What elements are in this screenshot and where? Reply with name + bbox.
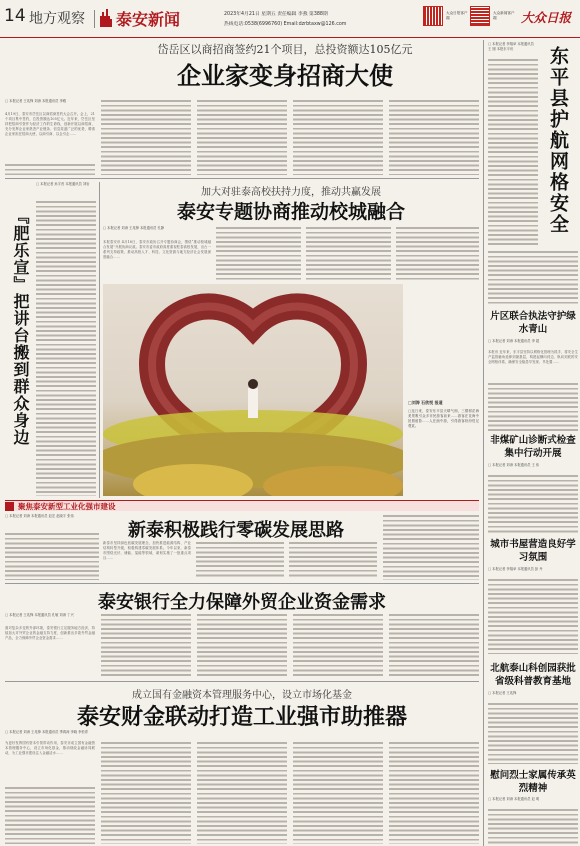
story5-body-lead: 面对复杂多变的外部环境，泰安银行立足服务地方经济，持续加大对外贸企业的金融支持力度，创新推出多款外贸金融产品，全力保障外贸企业资金需求…… — [5, 626, 95, 641]
sidebar-story6-byline: □ 本报记者 刘涛 本报通讯员 赵 明 — [488, 797, 540, 801]
sidebar-story2-byline: □ 本报记者 刘涛 本报通讯员 李 超 — [488, 339, 540, 343]
page-header — [0, 0, 580, 38]
sidebar-story5-byline: □ 本报记者 王兆锋 — [488, 691, 517, 695]
story2-byline: □ 本报记者 孙宇晋 本报通讯员 刘岩 — [36, 182, 90, 186]
page-number: 14 — [4, 6, 26, 26]
sidebar-story2-body — [488, 382, 578, 432]
sidebar-story5-body — [488, 702, 578, 764]
story1-body-col1 — [5, 163, 95, 175]
sidebar-story3-title: 非煤矿山诊断式检查集中行动开展 — [490, 435, 576, 459]
photo-caption-credit: □刘涛 石欣悦 报道 — [408, 400, 443, 405]
sidebar-story4-title: 城市书屋营造良好学习氛围 — [490, 539, 576, 563]
story1-body-col5 — [389, 99, 479, 175]
story5-title: 泰安银行全力保障外贸企业资金需求 — [98, 592, 386, 613]
story3-body-col4 — [396, 226, 479, 282]
story1-title: 企业家变身招商大使 — [177, 61, 393, 90]
qr-code-2[interactable] — [470, 6, 490, 26]
sidebar-story4-body — [488, 578, 578, 654]
story4-byline: □ 本报记者 刘涛 本报通讯员 赵宏 赵晓宇 张伟 — [5, 514, 74, 518]
story1-body-col2 — [101, 99, 191, 175]
divider — [5, 681, 479, 682]
sidebar-story5-title: 北航泰山科创园获批省级科普教育基地 — [490, 663, 576, 687]
story3-kicker: 加大对驻泰高校扶持力度，推动共赢发展 — [201, 187, 381, 198]
qr-caption-1: 大众日报客户端 — [446, 11, 468, 20]
sidebar-story1-title: 东平县护航网格安全 — [547, 46, 569, 235]
sidebar-story4-byline: □ 本报记者 李翔举 本报通讯员 彭 丹 — [488, 567, 543, 571]
story5-body-col5 — [389, 613, 479, 677]
story2-body-col1 — [36, 200, 96, 496]
story1-byline: □ 本报记者 王兆锋 刘涛 本报通讯员 李雅 — [5, 99, 67, 103]
story6-kicker: 成立国有金融资本管理服务中心，设立市场化基金 — [132, 690, 352, 701]
sidebar-story3-body — [488, 474, 578, 534]
date-line: 2023年4月21日 星期五 责任编辑 李燕 第388期 — [224, 12, 328, 17]
topic-banner — [5, 500, 479, 511]
story6-body-col3 — [197, 741, 287, 844]
sidebar-story1-body2 — [488, 250, 578, 306]
qr-code-1[interactable] — [423, 6, 443, 26]
sidebar-story1-body — [488, 58, 538, 248]
story6-body-col4 — [293, 741, 383, 844]
story3-body-lead: 本报泰安讯 4月18日，泰安市政协召开专题协商会，围绕“推动校城融合发展”开展协商议政。泰安市委市政府高度重视驻泰高校发展，出台一系列支持政策，推动高校人才、科技、文化资源与地方经济社会发展深度融合…… — [103, 240, 211, 260]
story1-body-col3 — [197, 99, 287, 175]
story4-title: 新泰积极践行零碳发展思路 — [128, 520, 344, 541]
story2-title-vertical: 『肥乐宣』把讲台搬到群众身边 — [11, 208, 30, 446]
sidebar-story6-body — [488, 808, 578, 844]
story4-body-col3 — [196, 541, 284, 579]
banner-marker-icon — [5, 502, 14, 511]
story4-body-col4 — [289, 541, 377, 579]
divider — [99, 182, 100, 498]
banner-label: 聚焦泰安新型工业化强市建设 — [18, 502, 116, 511]
story1-body-lead: 4月19日，泰安市岱岳区以商招商签约大会召开。会上，21个项目集中签约，总投资额达105亿元。近年来，岱岳区坚持把招商引资作为经济工作的生命线，创新开展以商招商，充分发挥企业家熟悉产业链条、信息渠道广泛的优势，聘请企业家担任招商大使，以商引商、以企引企…… — [5, 112, 95, 137]
story6-byline: □ 本报记者 刘涛 王兆锋 本报通讯员 季鸿涛 李晓 李松青 — [5, 730, 88, 734]
section-name: 地方观察 — [29, 11, 85, 27]
sidebar-story2-lead: 本报讯 近年来，东平县坚持以网格化管理为抓手，将安全生产监管触角延伸到最基层，构建起横向到边、纵向到底的安全网格体系，确保安全隐患早发现、早处置…… — [488, 350, 578, 365]
story5-body-col4 — [293, 613, 383, 677]
qr-caption-2: 大众新闻客户端 — [493, 11, 515, 20]
section-divider — [94, 10, 95, 28]
divider — [5, 583, 479, 584]
paper-section-title: 泰安新闻 — [116, 10, 181, 29]
story5-body-col3 — [197, 613, 287, 677]
flower-sculpture-photo — [103, 284, 403, 496]
story6-body-lead: 为更好发挥国有资本引领带动作用，泰安市成立国有金融资本管理服务中心，设立市场化基金，推动财政金融协同联动，为工业强市建设注入金融活水…… — [5, 741, 95, 756]
story3-byline: □ 本报记者 刘涛 王兆锋 本报通讯员 孔静 — [103, 226, 165, 230]
story5-body-col2 — [101, 613, 191, 677]
story6-body-col1 — [5, 786, 95, 844]
story3-body-col2 — [216, 226, 301, 282]
story4-body-col1 — [5, 532, 99, 580]
sidebar-story3-byline: □ 本报记者 刘涛 本报通讯员 王 伟 — [488, 463, 540, 467]
paper-logo: 大众日报 — [521, 10, 572, 25]
story6-body-col5 — [389, 741, 479, 844]
city-skyline-icon — [99, 7, 113, 27]
story4-body-lead: 新泰市坚持绿色低碳发展理念，加快推进能源结构、产业结构转型升级，积极构建零碳发展体系。今年以来，新泰市围绕光伏、储能、氢能等领域，谋划实施了一批重点项目…… — [103, 541, 191, 561]
sidebar-divider — [483, 40, 484, 846]
sidebar-story1-byline: □ 本报记者 李翔举 本报通讯员 王 刚 本报东平讯 — [488, 42, 534, 51]
story3-body-col3 — [306, 226, 391, 282]
sidebar-story2-title: 片区联合执法守护绿水青山 — [490, 311, 576, 335]
photo-caption: □连日来，泰安东平县天晴气朗，三棵树花海美景吸引众多市民游客前来……游客在花海中拍照留影……人在画中游，引得游客纷纷驻足观赏。 — [408, 409, 479, 429]
story1-kicker: 岱岳区以商招商签约21个项目，总投资额达105亿元 — [157, 43, 413, 56]
story5-byline: □ 本报记者 王兆锋 本报通讯员 孔敏 刘涛 丁兴 — [5, 613, 74, 617]
story1-body-col4 — [293, 99, 383, 175]
story4-body-col5 — [383, 514, 479, 580]
story6-title: 泰安财金联动打造工业强市助推器 — [76, 704, 407, 730]
story3-title: 泰安专题协商推动校城融合 — [176, 201, 405, 223]
story6-body-col2 — [101, 741, 191, 844]
contact-line: 热线电话:0538(6996760) Email:dzrbtaxw@126.com — [224, 22, 347, 27]
divider — [5, 178, 479, 179]
sidebar-story6-title: 慰问烈士家属传承英烈精神 — [490, 770, 576, 794]
